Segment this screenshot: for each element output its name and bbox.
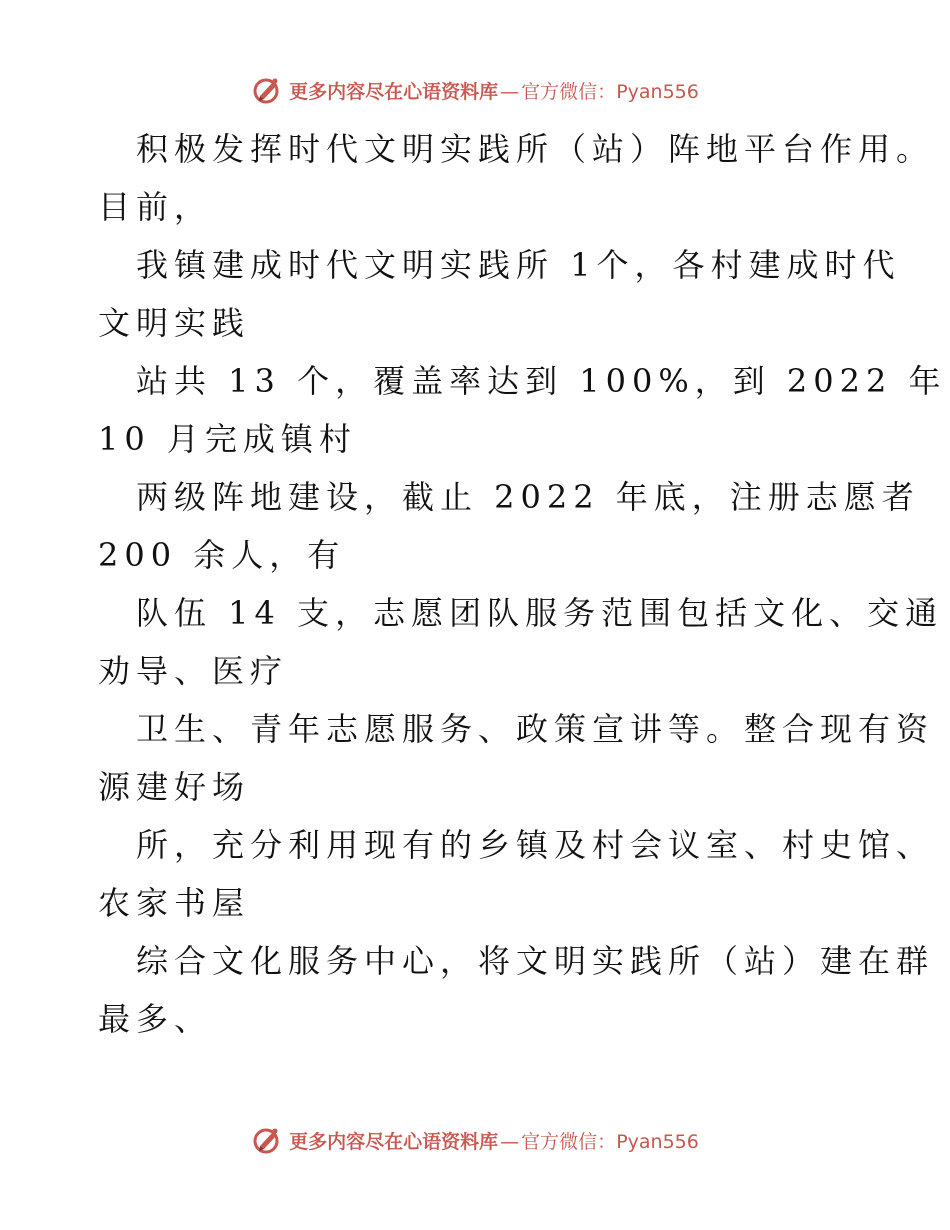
paragraph bbox=[98, 932, 935, 1048]
paragraph-line: 200 余人，有 bbox=[98, 536, 346, 574]
paragraph bbox=[98, 120, 935, 236]
paragraph bbox=[98, 700, 935, 816]
paragraph bbox=[98, 468, 920, 584]
paragraph-line: 最多、 bbox=[98, 1000, 213, 1038]
paragraph bbox=[98, 352, 947, 468]
paragraph-line: 站共 13 个，覆盖率达到 100%，到 2022 年 bbox=[136, 362, 947, 400]
watermark-text bbox=[289, 1127, 699, 1154]
watermark-account: Pyan556 bbox=[616, 1130, 699, 1153]
paragraph-line: 我镇建成时代文明实践所 1个，各村建成时代 bbox=[136, 246, 901, 284]
paragraph bbox=[98, 816, 935, 932]
paragraph-line: 综合文化服务中心，将文明实践所（站）建在群 bbox=[136, 942, 935, 980]
paragraph-line: 所，充分利用现有的乡镇及村会议室、村史馆、 bbox=[136, 826, 935, 864]
pen-seal-logo-icon bbox=[251, 1124, 283, 1156]
paragraph-line: 文明实践 bbox=[98, 304, 251, 342]
paragraph-line: 劝导、医疗 bbox=[98, 652, 289, 690]
watermark-prefix: 更多内容尽在心语资料库 bbox=[289, 1130, 499, 1153]
paragraph-line: 卫生、青年志愿服务、政策宣讲等。整合现有资 bbox=[136, 710, 935, 748]
paragraph-line: 农家书屋 bbox=[98, 884, 251, 922]
watermark-account: Pyan556 bbox=[616, 80, 699, 103]
watermark-label: 官方微信： bbox=[521, 1130, 617, 1153]
paragraph-line: 10 月完成镇村 bbox=[98, 420, 357, 458]
paragraph-line: 队伍 14 支，志愿团队服务范围包括文化、交通 bbox=[136, 594, 944, 632]
footer-watermark bbox=[0, 1120, 950, 1160]
header-watermark bbox=[0, 70, 950, 110]
paragraph-line: 源建好场 bbox=[98, 768, 251, 806]
paragraph bbox=[98, 236, 901, 352]
watermark-label: 官方微信： bbox=[521, 80, 617, 103]
document-body bbox=[98, 120, 947, 1048]
watermark-text bbox=[289, 77, 699, 104]
paragraph-line: 目前， bbox=[98, 188, 213, 226]
paragraph bbox=[98, 584, 944, 700]
watermark-separator: — bbox=[500, 1130, 520, 1153]
watermark-separator: — bbox=[500, 80, 520, 103]
paragraph-line: 两级阵地建设，截止 2022 年底，注册志愿者 bbox=[136, 478, 920, 516]
paragraph-line: 积极发挥时代文明实践所（站）阵地平台作用。 bbox=[136, 130, 935, 168]
watermark-prefix: 更多内容尽在心语资料库 bbox=[289, 80, 499, 103]
pen-seal-logo-icon bbox=[251, 74, 283, 106]
